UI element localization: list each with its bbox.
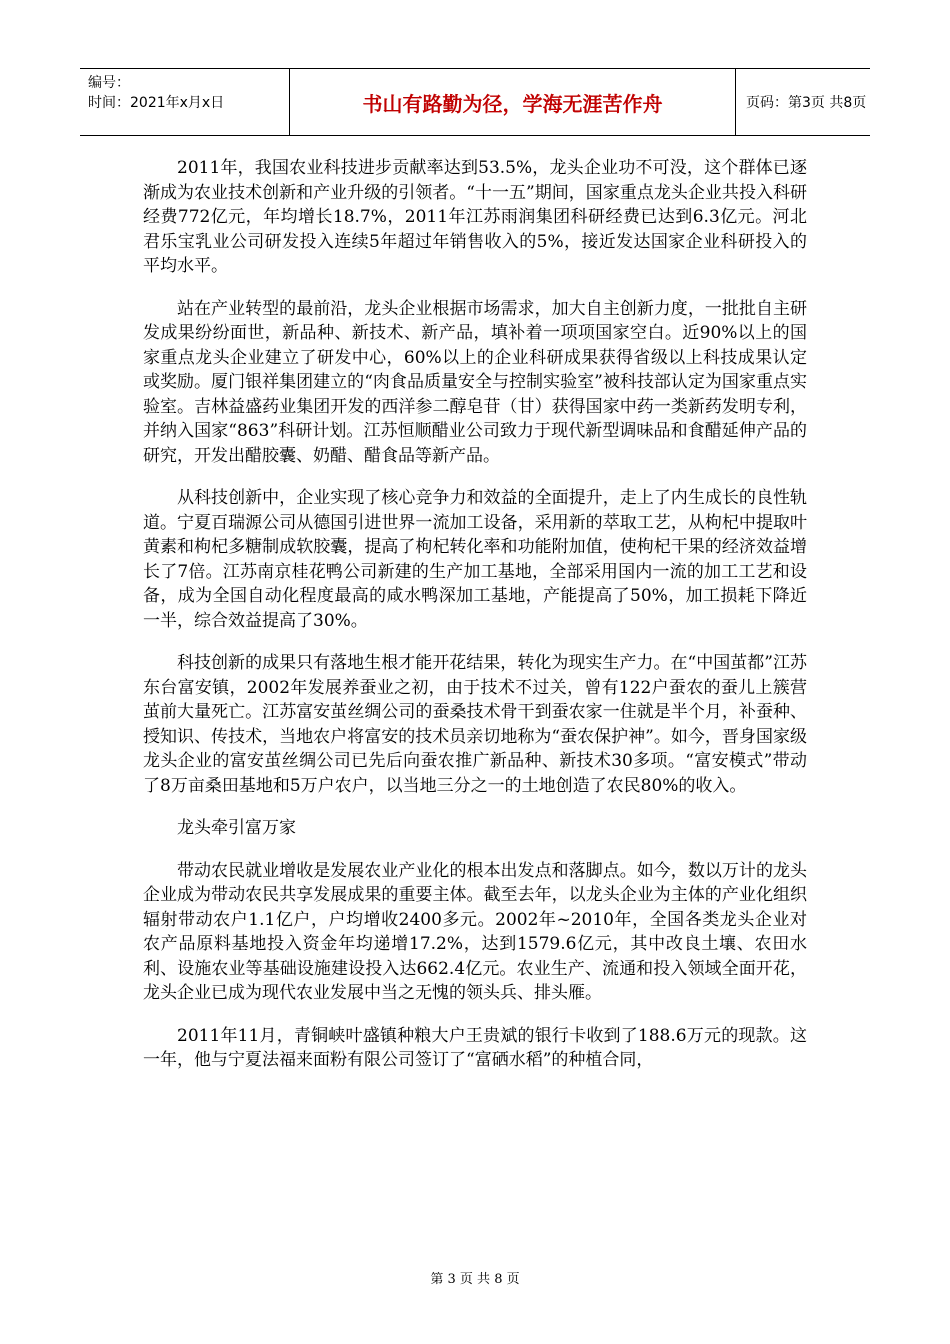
- header-info-cell: [80, 69, 290, 135]
- body-paragraph-4: 科技创新的成果只有落地生根才能开花结果，转化为现实生产力。在“中国茧都”江苏东台富安镇，2002年发展养蚕业之初，由于技术不过关，曾有122户蚕农的蚕儿上簇营茧前大量死亡。江苏富安茧丝绸公司的蚕桑技术骨干到蚕农家一住就是半个月，补蚕种、授知识、传技术，当地农户将富安的技术员亲切地称为“蚕农保护神”。如今，晋身国家级龙头企业的富安茧丝绸公司已先后向蚕农推广新品种、新技术30多项。“富安模式”带动了8万亩桑田基地和5万户农户，以当地三分之一的土地创造了农民80%的收入。: [143, 653, 807, 796]
- header-page-info: 页码：第3页 共8页: [746, 95, 867, 111]
- page-footer: 第 3 页 共 8 页: [430, 1272, 520, 1287]
- page-header: [80, 68, 870, 136]
- section-heading: 龙头牵引富万家: [177, 818, 296, 838]
- body-paragraph-1: 2011年，我国农业科技进步贡献率达到53.5%，龙头企业功不可没，这个群体已逐渐成为农业技术创新和产业升级的引领者。“十一五”期间，国家重点龙头企业共投入科研经费772亿元，年均增长18.7%，2011年江苏雨润集团科研经费已达到6.3亿元。河北君乐宝乳业公司研发投入连续5年超过年销售收入的5%，接近发达国家企业科研投入的平均水平。: [143, 158, 807, 276]
- document-body: [143, 156, 807, 1091]
- body-paragraph-3: 从科技创新中，企业实现了核心竞争力和效益的全面提升，走上了内生成长的良性轨道。宁夏百瑞源公司从德国引进世界一流加工设备，采用新的萃取工艺，从枸杞中提取叶黄素和枸杞多糖制成软胶囊，提高了枸杞转化率和功能附加值，使枸杞干果的经济效益增长了7倍。江苏南京桂花鸭公司新建的生产加工基地，全部采用国内一流的加工工艺和设备，成为全国自动化程度最高的咸水鸭深加工基地，产能提高了50%，加工损耗下降近一半，综合效益提高了30%。: [143, 488, 807, 631]
- body-paragraph-5: 带动农民就业增收是发展农业产业化的根本出发点和落脚点。如今，数以万计的龙头企业成为带动农民共享发展成果的重要主体。截至去年，以龙头企业为主体的产业化组织辐射带动农户1.1亿户，户均增收2400多元。2002年~2010年，全国各类龙头企业对农产品原料基地投入资金年均递增17.2%，达到1579.6亿元，其中改良土壤、农田水利、设施农业等基础设施建设投入达662.4亿元。农业生产、流通和投入领域全面开花，龙头企业已成为现代农业发展中当之无愧的领头兵、排头雁。: [143, 860, 807, 1003]
- document-number-label: 编号：: [88, 75, 130, 91]
- body-paragraph-2: 站在产业转型的最前沿，龙头企业根据市场需求，加大自主创新力度，一批批自主研发成果纷纷面世，新品种、新技术、新产品，填补着一项项国家空白。近90%以上的国家重点龙头企业建立了研发中心，60%以上的企业科研成果获得省级以上科技成果认定或奖励。厦门银祥集团建立的“肉食品质量安全与控制实验室”被科技部认定为国家重点实验室。吉林益盛药业集团开发的西洋参二醇皂苷（甘）获得国家中药一类新药发明专利，并纳入国家“863”科研计划。江苏恒顺醋业公司致力于现代新型调味品和食醋延伸产品的研究，开发出醋胶囊、奶醋、醋食品等新产品。: [143, 298, 807, 466]
- document-time-label: 时间：2021年x月x日: [88, 95, 225, 111]
- header-motto: 书山有路勤为径，学海无涯苦作舟: [290, 69, 736, 135]
- body-paragraph-6: 2011年11月，青铜峡叶盛镇种粮大户王贵斌的银行卡收到了188.6万元的现款。这一年，他与宁夏法福来面粉有限公司签订了“富硒水稻”的种植合同，: [143, 1025, 807, 1070]
